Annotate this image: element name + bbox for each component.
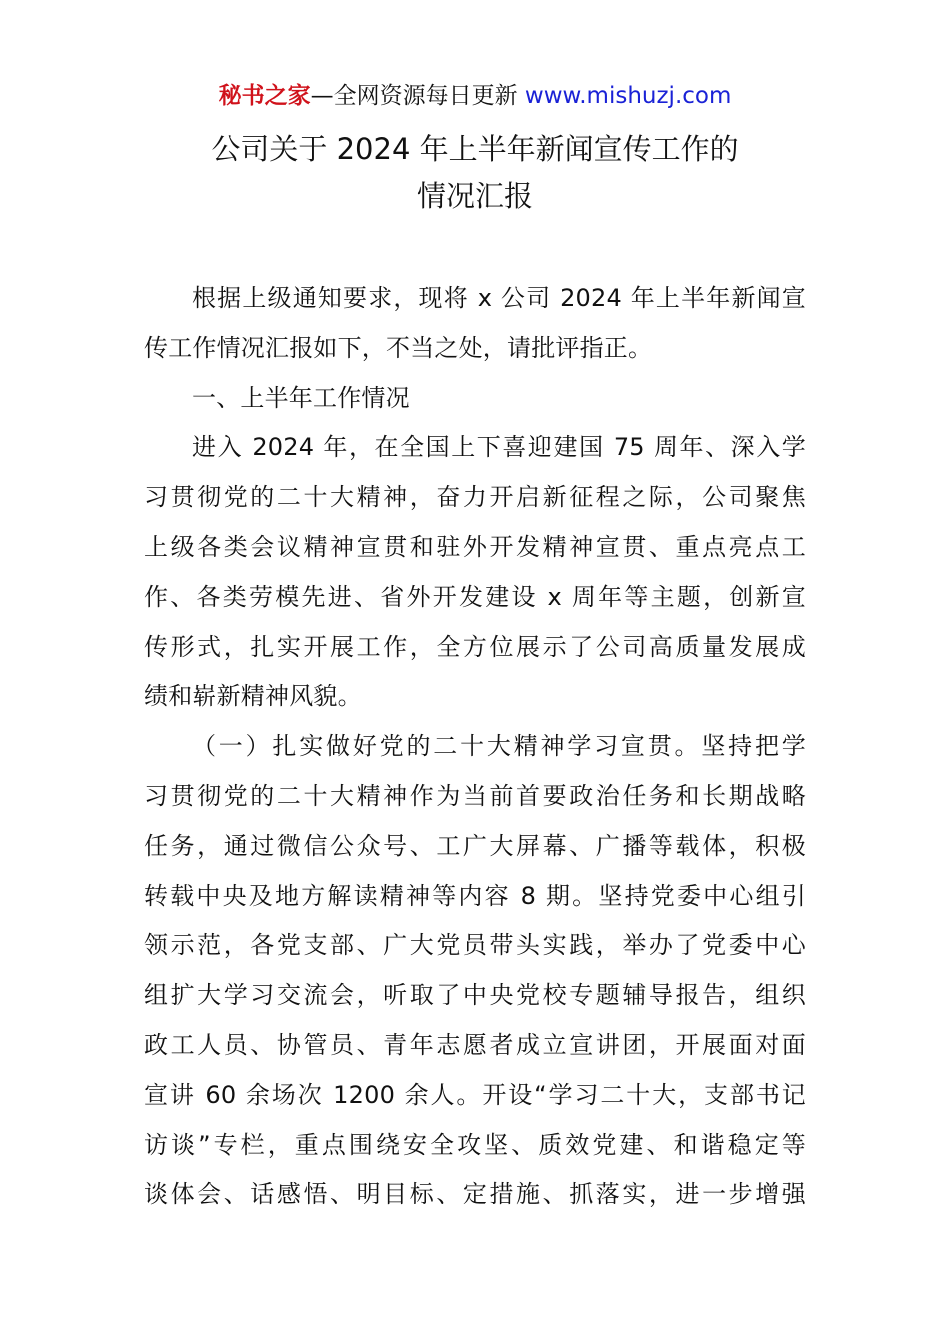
site-header (0, 80, 950, 112)
text-line: 根据上级通知要求，现将 x 公司 2024 年上半年新闻宣 (192, 284, 806, 312)
text-line: 政工人员、协管员、青年志愿者成立宣讲团，开展面对面 (144, 1030, 806, 1059)
text-line: 习贯彻党的二十大精神，奋力开启新征程之际，公司聚焦 (144, 483, 806, 512)
text-line: 绩和崭新精神风貌。 (144, 682, 362, 711)
text-line: 谈体会、话感悟、明目标、定措施、抓落实，进一步增强 (144, 1180, 806, 1209)
text-line: 作、各类劳模先进、省外开发建设 x 周年等主题，创新宣 (144, 582, 806, 611)
title-line-2: 情况汇报 (416, 179, 533, 213)
text-line: 宣讲 60 余场次 1200 余人。开设“学习二十大，支部书记 (144, 1080, 806, 1109)
site-url[interactable]: www.mishuzj.com (524, 83, 732, 109)
text-line: 访谈”专栏，重点围绕安全攻坚、质效党建、和谐稳定等 (144, 1130, 806, 1159)
document-title (0, 126, 950, 220)
text-line: 进入 2024 年，在全国上下喜迎建国 75 周年、深入学 (192, 433, 806, 462)
title-line-1: 公司关于 2024 年上半年新闻宣传工作的 (211, 132, 739, 166)
text-line: 习贯彻党的二十大精神作为当前首要政治任务和长期战略 (144, 781, 806, 810)
text-line: 组扩大学习交流会，听取了中央党校专题辅导报告，组织 (144, 981, 806, 1010)
paragraph-study (144, 722, 806, 1220)
text-line: 领示范，各党支部、广大党员带头实践，举办了党委中心 (144, 931, 806, 960)
header-tagline: —全网资源每日更新 (310, 83, 518, 109)
brand-name: 秘书之家 (218, 83, 311, 109)
text-line: （一）扎实做好党的二十大精神学习宣贯。坚持把学 (192, 732, 806, 761)
text-line: 传工作情况汇报如下，不当之处，请批评指正。 (144, 333, 653, 362)
paragraph-overview (144, 423, 806, 722)
text-line: 传形式，扎实开展工作，全方位展示了公司高质量发展成 (144, 632, 806, 661)
section-heading: 一、上半年工作情况 (192, 383, 410, 412)
text-line: 任务，通过微信公众号、工广大屏幕、广播等载体，积极 (144, 831, 806, 860)
document-body (144, 274, 806, 1220)
paragraph-intro (144, 274, 806, 374)
text-line: 转载中央及地方解读精神等内容 8 期。坚持党委中心组引 (144, 881, 806, 910)
text-line: 上级各类会议精神宣贯和驻外开发精神宣贯、重点亮点工 (144, 532, 806, 561)
